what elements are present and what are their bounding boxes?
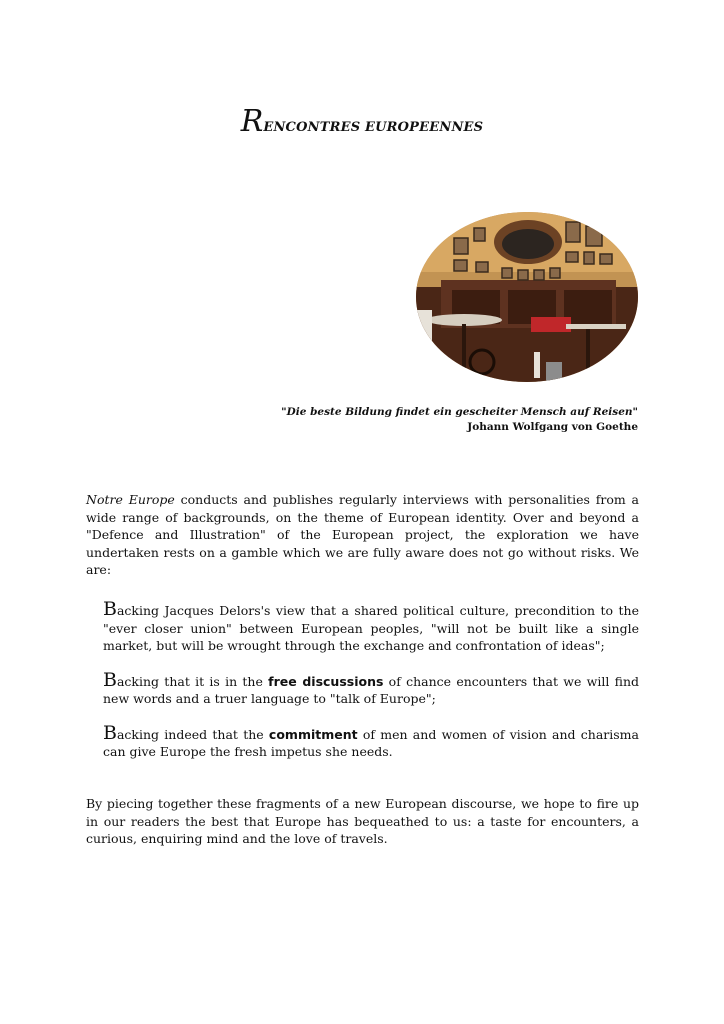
bullet-emphasis: free discussions [268, 673, 384, 689]
bullet-text: acking indeed that the [116, 726, 269, 742]
bullet-item [103, 598, 639, 655]
epigraph [281, 405, 638, 435]
intro-paragraph [86, 491, 639, 579]
bullet-cap: B [103, 721, 117, 744]
bullet-text: of men and women of vision and charisma can give Europe the fresh impetus she needs. [103, 726, 639, 759]
bullet-cap: B [103, 598, 117, 620]
title-rest: ENCONTRES EUROPEENNES [263, 120, 484, 135]
bullet-item [103, 668, 639, 708]
epigraph-quote: "Die beste Bildung findet ein gescheiter Mensch auf Reisen" [281, 406, 638, 418]
bullet-text: acking Jacques Delors's view that a shared political culture, precondition to the "ever closer union" between European peoples, "will not be built like a single market, but will be wrought through the exchange and confrontation of ideas"; [103, 603, 639, 653]
title-initial: R [240, 104, 264, 139]
cafe-photo [416, 212, 638, 382]
bullet-text: of chance encounters that we will find new words and a truer language to "talk of Europe"; [103, 673, 639, 706]
outro-paragraph: By piecing together these fragments of a new European discourse, we hope to fire up in our readers the best that Europe has bequeathed to us: a taste for encounters, a curious, enquiring mind and the love of travels. [86, 796, 639, 846]
intro-text: conducts and publishes regularly interviews with personalities from a wide range of backgrounds, on the theme of European identity. Over and beyond a "Defence and Illustration" of the European project, the exploration we have undertaken rests on a gamble which we are fully aware does not go without risks. We are: [86, 492, 639, 577]
bullet-text: acking that it is in the [116, 673, 269, 689]
notre-europe-emphasis: Notre Europe [86, 492, 175, 507]
bullet-item [103, 721, 639, 761]
bullet-cap: B [103, 668, 117, 691]
bullet-emphasis: commitment [268, 726, 358, 742]
page-title [0, 104, 724, 139]
bullet-list [103, 598, 639, 778]
epigraph-author: Johann Wolfgang von Goethe [467, 421, 638, 433]
